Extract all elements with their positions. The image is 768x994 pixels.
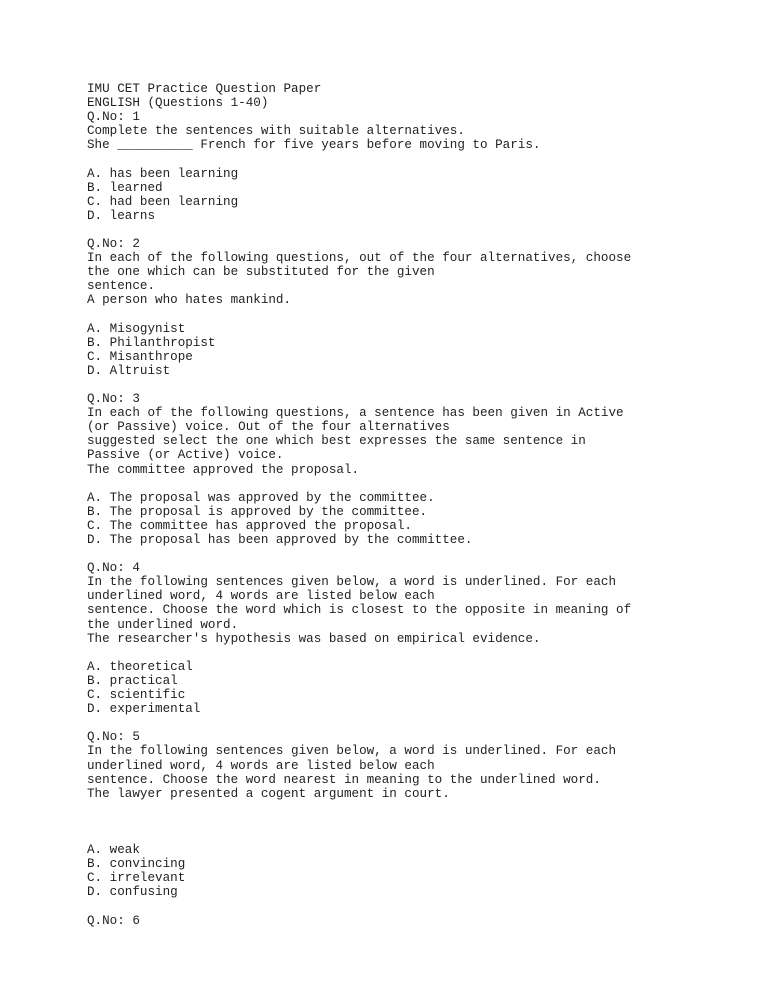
option-a: A. Misogynist bbox=[87, 321, 186, 336]
question-stem: The researcher's hypothesis was based on empirical evidence. bbox=[87, 631, 541, 646]
question-instruction: the underlined word. bbox=[87, 617, 239, 632]
option-b: B. The proposal is approved by the committee. bbox=[87, 504, 428, 519]
question-instruction: In each of the following questions, out of the four alternatives, choose bbox=[87, 251, 632, 266]
option-c: C. had been learning bbox=[87, 194, 239, 209]
option-c: C. irrelevant bbox=[87, 871, 186, 886]
spacer bbox=[87, 801, 727, 843]
option-d: D. Altruist bbox=[87, 363, 171, 378]
option-a: A. theoretical bbox=[87, 659, 193, 674]
spacer bbox=[87, 152, 727, 166]
spacer bbox=[87, 716, 727, 730]
spacer bbox=[87, 646, 727, 660]
question-number: Q.No: 2 bbox=[87, 237, 140, 252]
question-instruction: the one which can be substituted for the given bbox=[87, 265, 435, 280]
question-number: Q.No: 5 bbox=[87, 730, 140, 745]
question-number: Q.No: 3 bbox=[87, 392, 140, 407]
question-instruction: sentence. Choose the word which is closest to the opposite in meaning of bbox=[87, 603, 632, 618]
question-instruction: sentence. Choose the word nearest in meaning to the underlined word. bbox=[87, 772, 601, 787]
spacer bbox=[87, 378, 727, 392]
question-instruction: underlined word, 4 words are listed below each bbox=[87, 758, 435, 773]
option-c: C. The committee has approved the proposal. bbox=[87, 518, 412, 533]
question-number: Q.No: 4 bbox=[87, 561, 140, 576]
option-d: D. experimental bbox=[87, 702, 201, 717]
question-1 bbox=[87, 110, 727, 237]
question-number: Q.No: 1 bbox=[87, 110, 140, 125]
question-instruction: Complete the sentences with suitable alternatives. bbox=[87, 124, 465, 139]
option-d: D. learns bbox=[87, 208, 156, 223]
question-instruction: In the following sentences given below, a word is underlined. For each bbox=[87, 575, 617, 590]
question-2 bbox=[87, 237, 727, 392]
question-stem: She __________ French for five years before moving to Paris. bbox=[87, 138, 541, 153]
option-a: A. The proposal was approved by the committee. bbox=[87, 490, 435, 505]
question-4 bbox=[87, 561, 727, 730]
spacer bbox=[87, 308, 727, 322]
question-stem: The lawyer presented a cogent argument in court. bbox=[87, 786, 450, 801]
question-number: Q.No: 6 bbox=[87, 913, 140, 928]
option-b: B. practical bbox=[87, 673, 178, 688]
option-a: A. has been learning bbox=[87, 166, 239, 181]
question-3 bbox=[87, 392, 727, 561]
option-b: B. Philanthropist bbox=[87, 335, 216, 350]
question-5 bbox=[87, 730, 727, 913]
question-instruction: sentence. bbox=[87, 279, 156, 294]
question-instruction: suggested select the one which best expresses the same sentence in bbox=[87, 434, 586, 449]
option-b: B. learned bbox=[87, 180, 163, 195]
option-c: C. Misanthrope bbox=[87, 349, 193, 364]
question-instruction: (or Passive) voice. Out of the four alternatives bbox=[87, 420, 450, 435]
spacer bbox=[87, 547, 727, 561]
question-instruction: Passive (or Active) voice. bbox=[87, 448, 284, 463]
question-instruction: In the following sentences given below, a word is underlined. For each bbox=[87, 744, 617, 759]
section-heading: ENGLISH (Questions 1-40) bbox=[87, 96, 269, 111]
option-b: B. convincing bbox=[87, 857, 186, 872]
option-d: D. The proposal has been approved by the committee. bbox=[87, 533, 473, 547]
question-paper bbox=[87, 82, 727, 928]
spacer bbox=[87, 223, 727, 237]
option-a: A. weak bbox=[87, 843, 140, 858]
paper-title: IMU CET Practice Question Paper bbox=[87, 82, 322, 96]
question-stem: A person who hates mankind. bbox=[87, 293, 292, 308]
spacer bbox=[87, 899, 727, 913]
question-stem: The committee approved the proposal. bbox=[87, 462, 360, 477]
question-instruction: underlined word, 4 words are listed below each bbox=[87, 589, 435, 604]
question-6 bbox=[87, 914, 727, 928]
option-c: C. scientific bbox=[87, 688, 186, 703]
question-instruction: In each of the following questions, a sentence has been given in Active bbox=[87, 406, 624, 421]
option-d: D. confusing bbox=[87, 885, 178, 900]
spacer bbox=[87, 477, 727, 491]
